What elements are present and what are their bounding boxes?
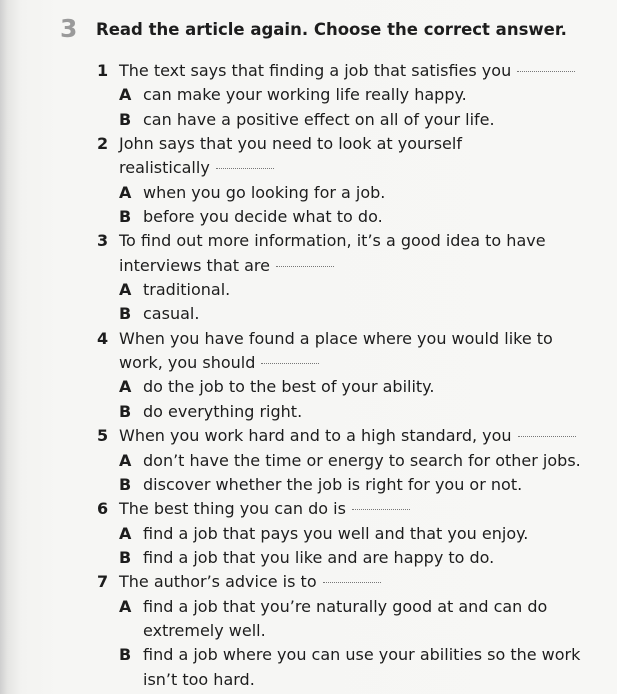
question-text: realistically: [119, 156, 274, 180]
answer-option-a: [0, 595, 617, 619]
option-text: find a job that pays you well and that you enjoy.: [143, 523, 529, 543]
option-letter: B: [119, 207, 132, 227]
option-text: don’t have the time or energy to search for other jobs.: [143, 450, 581, 470]
question-text: The author’s advice is to: [119, 570, 381, 594]
question-line: [0, 229, 617, 253]
answer-blank: [216, 167, 274, 169]
question-number: 7: [97, 572, 109, 592]
question-item: [0, 327, 617, 424]
question-number: 3: [97, 231, 109, 251]
question-text: To find out more information, it’s a good idea to have: [119, 231, 546, 251]
question-line: [0, 254, 617, 278]
option-text: isn’t too hard.: [143, 669, 255, 689]
option-letter: B: [119, 109, 132, 129]
answer-option-a: [0, 522, 617, 546]
answer-option-a: [0, 375, 617, 399]
option-letter: B: [119, 547, 132, 567]
option-text: find a job that you’re naturally good at and can do: [143, 596, 548, 616]
option-text: casual.: [143, 304, 200, 324]
answer-option-b: [0, 546, 617, 570]
answer-blank: [261, 362, 319, 364]
option-letter: A: [119, 450, 132, 470]
option-text: extremely well.: [143, 620, 266, 640]
question-item: [0, 497, 617, 570]
answer-blank: [518, 435, 576, 437]
option-text: before you decide what to do.: [143, 207, 383, 227]
answer-blank: [352, 508, 410, 510]
question-line: [0, 497, 617, 521]
answer-option-b: [0, 400, 617, 424]
question-item: [0, 424, 617, 497]
option-letter: A: [119, 85, 132, 105]
question-text: interviews that are: [119, 254, 334, 278]
answer-option-b: [0, 473, 617, 497]
option-text: do the job to the best of your ability.: [143, 377, 435, 397]
question-number: 4: [97, 328, 109, 348]
answer-option-a: [0, 83, 617, 107]
question-item: [0, 59, 617, 132]
question-item: [0, 229, 617, 326]
option-text: find a job where you can use your abilities so the work: [143, 645, 581, 665]
option-text: can have a positive effect on all of your life.: [143, 109, 495, 129]
answer-option-a: [0, 278, 617, 302]
option-text: do everything right.: [143, 401, 303, 421]
exercise-instruction: Read the article again. Choose the correct answer.: [96, 20, 567, 39]
option-text: when you go looking for a job.: [143, 182, 386, 202]
option-text: find a job that you like and are happy to do.: [143, 547, 495, 567]
answer-blank: [517, 70, 575, 72]
question-text: The best thing you can do is: [119, 497, 410, 521]
answer-blank: [276, 265, 334, 267]
option-letter: B: [119, 474, 132, 494]
question-line: [0, 59, 617, 83]
option-letter: B: [119, 401, 132, 421]
answer-option-a: [0, 449, 617, 473]
question-line: [0, 570, 617, 594]
question-text: John says that you need to look at yourself: [119, 134, 462, 154]
answer-option-a: [0, 619, 617, 643]
option-text: can make your working life really happy.: [143, 85, 467, 105]
question-text: When you work hard and to a high standard, you: [119, 424, 576, 448]
option-letter: A: [119, 596, 132, 616]
option-letter: A: [119, 377, 132, 397]
option-letter: B: [119, 304, 132, 324]
answer-option-b: [0, 108, 617, 132]
question-line: [0, 132, 617, 156]
answer-blank: [323, 581, 381, 583]
question-line: [0, 424, 617, 448]
answer-option-a: [0, 181, 617, 205]
question-line: [0, 327, 617, 351]
question-text: The text says that finding a job that satisfies you: [119, 59, 575, 83]
option-letter: B: [119, 645, 132, 665]
question-item: [0, 132, 617, 229]
question-number: 1: [97, 61, 109, 80]
question-item: [0, 570, 617, 692]
option-text: discover whether the job is right for you or not.: [143, 474, 523, 494]
question-list: [0, 59, 617, 692]
question-line: [0, 351, 617, 375]
option-letter: A: [119, 280, 132, 300]
answer-option-b: [0, 302, 617, 326]
answer-option-b: [0, 205, 617, 229]
option-letter: A: [119, 523, 132, 543]
answer-option-b: [0, 643, 617, 667]
answer-option-b: [0, 668, 617, 692]
exercise-number: 3: [60, 14, 78, 43]
question-number: 6: [97, 499, 109, 519]
question-text: work, you should: [119, 351, 319, 375]
question-line: [0, 156, 617, 180]
question-number: 2: [97, 134, 109, 154]
question-number: 5: [97, 426, 109, 446]
option-letter: A: [119, 182, 132, 202]
option-text: traditional.: [143, 280, 231, 300]
question-text: When you have found a place where you would like to: [119, 328, 553, 348]
